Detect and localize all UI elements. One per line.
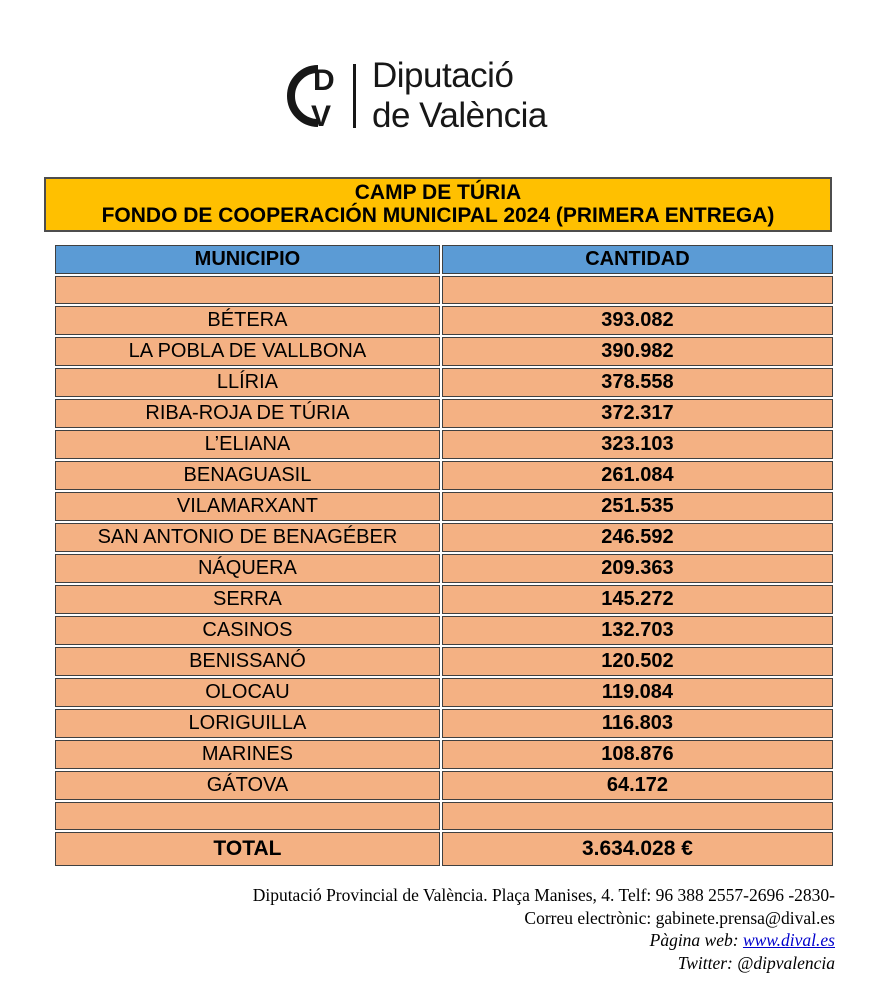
municipio-cell bbox=[55, 276, 440, 304]
title-line1: CAMP DE TÚRIA bbox=[354, 181, 522, 204]
cantidad-cell: 261.084 bbox=[442, 461, 833, 490]
table-row bbox=[55, 368, 833, 397]
table-row bbox=[55, 678, 833, 707]
table-row bbox=[55, 647, 833, 676]
footer-twitter-line: Twitter: @dipvalencia bbox=[677, 952, 835, 973]
cantidad-cell: 209.363 bbox=[442, 554, 833, 583]
title-banner bbox=[44, 177, 832, 232]
municipio-cell: BÉTERA bbox=[55, 306, 440, 335]
table-row bbox=[55, 616, 833, 645]
municipio-cell: LORIGUILLA bbox=[55, 709, 440, 738]
table-row bbox=[55, 554, 833, 583]
municipio-cell: SAN ANTONIO DE BENAGÉBER bbox=[55, 523, 440, 552]
table-row bbox=[55, 399, 833, 428]
cantidad-cell: 119.084 bbox=[442, 678, 833, 707]
header-municipio: MUNICIPIO bbox=[55, 245, 440, 274]
cantidad-cell: 323.103 bbox=[442, 430, 833, 459]
cantidad-cell bbox=[442, 802, 833, 830]
municipio-cell: CASINOS bbox=[55, 616, 440, 645]
municipio-cell: OLOCAU bbox=[55, 678, 440, 707]
svg-text:D: D bbox=[313, 64, 335, 97]
cantidad-cell: 251.535 bbox=[442, 492, 833, 521]
cantidad-cell: 372.317 bbox=[442, 399, 833, 428]
municipio-cell: BENAGUASIL bbox=[55, 461, 440, 490]
table-row bbox=[55, 492, 833, 521]
table-total-row bbox=[55, 832, 833, 866]
table-row bbox=[55, 461, 833, 490]
cantidad-cell: 378.558 bbox=[442, 368, 833, 397]
footer-web-link[interactable]: www.dival.es bbox=[742, 930, 835, 950]
municipio-cell: RIBA-ROJA DE TÚRIA bbox=[55, 399, 440, 428]
municipio-cell: MARINES bbox=[55, 740, 440, 769]
dival-logo-mark-icon bbox=[287, 63, 339, 129]
cantidad-cell: 132.703 bbox=[442, 616, 833, 645]
table-empty-row bbox=[55, 276, 833, 304]
municipio-cell: BENISSANÓ bbox=[55, 647, 440, 676]
cantidad-cell: 246.592 bbox=[442, 523, 833, 552]
title-line2: FONDO DE COOPERACIÓN MUNICIPAL 2024 (PRIMERA ENTREGA) bbox=[101, 204, 775, 227]
cantidad-cell bbox=[442, 276, 833, 304]
footer-web-line bbox=[0, 929, 835, 952]
table-row bbox=[55, 523, 833, 552]
svg-text:V: V bbox=[311, 100, 332, 129]
table-row bbox=[55, 337, 833, 366]
municipio-cell: GÁTOVA bbox=[55, 771, 440, 800]
municipio-cell: LA POBLA DE VALLBONA bbox=[55, 337, 440, 366]
cantidad-cell: 108.876 bbox=[442, 740, 833, 769]
footer-email-line: Correu electrònic: gabinete.prensa@dival.es bbox=[524, 907, 835, 928]
cantidad-cell: 393.082 bbox=[442, 306, 833, 335]
municipio-cell: SERRA bbox=[55, 585, 440, 614]
cantidad-cell: 145.272 bbox=[442, 585, 833, 614]
logo-wordmark-line1: Diputació bbox=[372, 56, 514, 95]
municipio-cell bbox=[55, 802, 440, 830]
table-row bbox=[55, 709, 833, 738]
logo-wordmark-line2: de València bbox=[372, 96, 547, 135]
table-row bbox=[55, 740, 833, 769]
table-empty-row bbox=[55, 802, 833, 830]
municipio-cell: L’ELIANA bbox=[55, 430, 440, 459]
municipio-cell: LLÍRIA bbox=[55, 368, 440, 397]
total-value-cell: 3.634.028 € bbox=[442, 832, 833, 866]
table-row bbox=[55, 771, 833, 800]
municipio-cell: NÁQUERA bbox=[55, 554, 440, 583]
cantidad-cell: 64.172 bbox=[442, 771, 833, 800]
footer bbox=[0, 884, 835, 974]
header-cantidad: CANTIDAD bbox=[442, 245, 833, 274]
cantidad-cell: 116.803 bbox=[442, 709, 833, 738]
table-row bbox=[55, 306, 833, 335]
footer-web-label: Pàgina web: bbox=[649, 930, 743, 950]
logo-divider bbox=[353, 64, 356, 128]
logo-wordmark bbox=[372, 56, 547, 136]
municipality-table bbox=[53, 243, 835, 868]
total-label-cell: TOTAL bbox=[55, 832, 440, 866]
table-header-row bbox=[55, 245, 833, 274]
municipio-cell: VILAMARXANT bbox=[55, 492, 440, 521]
cantidad-cell: 390.982 bbox=[442, 337, 833, 366]
table-row bbox=[55, 430, 833, 459]
table-row bbox=[55, 585, 833, 614]
footer-address-line: Diputació Provincial de València. Plaça Manises, 4. Telf: 96 388 2557-2696 -2830- bbox=[252, 885, 835, 905]
dival-logo bbox=[287, 56, 547, 136]
cantidad-cell: 120.502 bbox=[442, 647, 833, 676]
